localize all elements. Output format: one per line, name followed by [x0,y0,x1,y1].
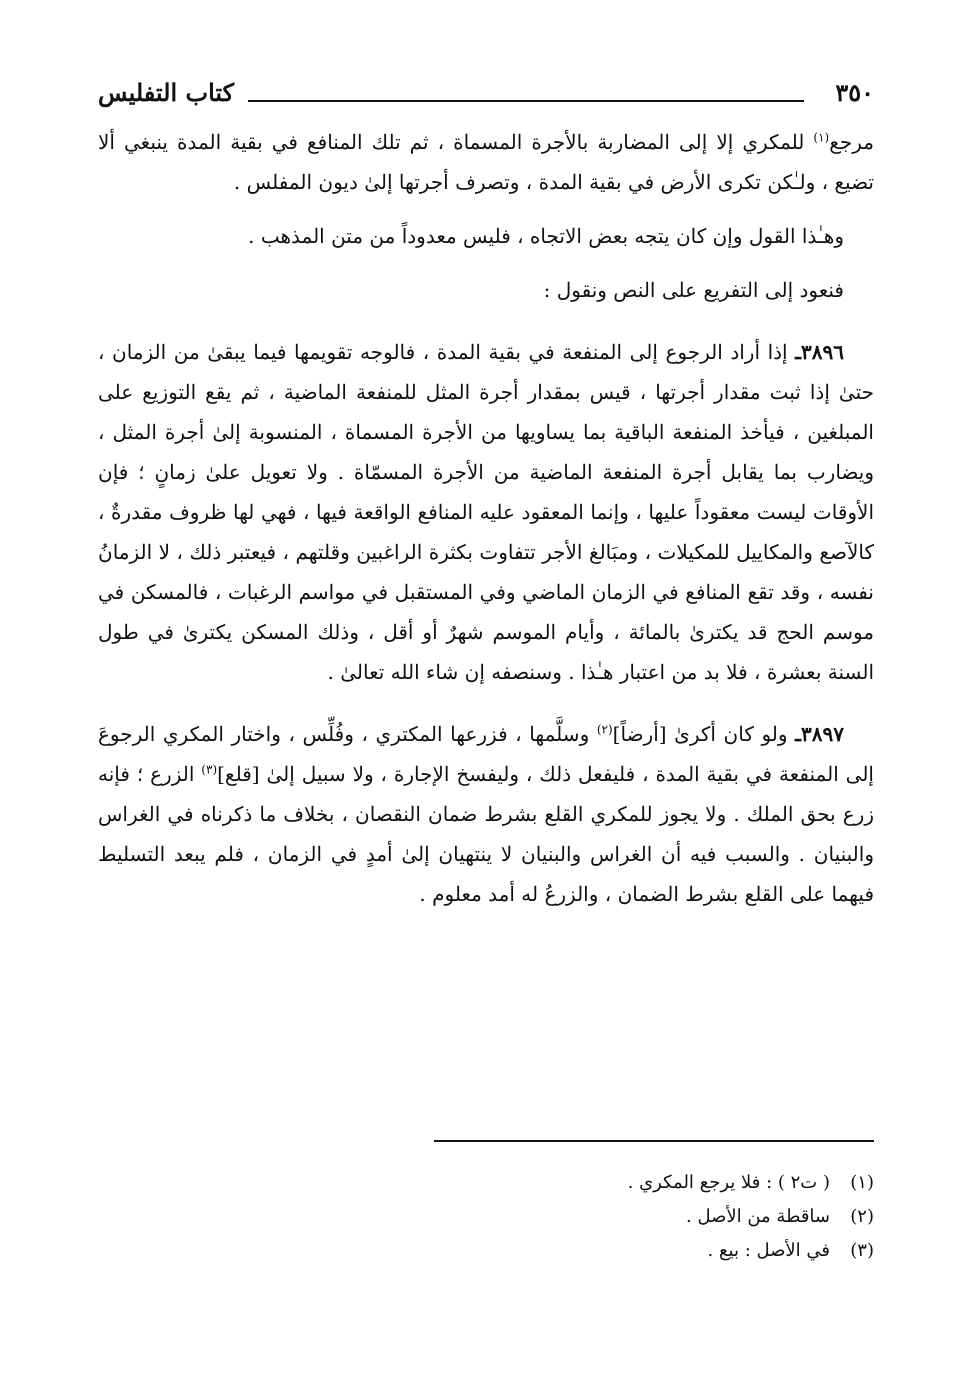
footnotes [374,1166,874,1268]
footnote-number: (١) [850,1172,874,1193]
footnote-ref: (٢) [596,722,613,737]
numbered-paragraph [98,714,874,914]
paragraph-text: ولو كان أكرىٰ [أرضاً] [612,722,796,746]
footnote [374,1234,874,1268]
paragraph-text: الزرع ؛ فإنه زرع بحق الملك . ولا يجوز للمكري القلع بشرط ضمان النقصان ، بخلاف ما ذكرناه في الغراس والبنيان . والسبب فيه أن الغراس والبنيان لا ينتهيان إلىٰ أمدٍ في الزمان ، فلم يبعد التسليط فيهما على القلع بشرط الضمان ، والزرعُ له أمد معلوم . [98,762,874,906]
paragraph-text: وسلَّمها ، فزرعها المكتري ، وفُلِّس ، واختار المكري الرجوعَ إلى المنفعة في بقية المدة ، فليفعل ذلك ، وليفسخ الإجارة ، ولا سبيل إلىٰ [قلع] [98,722,874,786]
header-rule [248,100,804,102]
footnote-text: ساقطة من الأصل . [686,1206,830,1227]
paragraph-text: مرجع [829,130,874,154]
page-number: ٣٥٠ [835,78,874,107]
footnote-number: (٣) [850,1240,874,1261]
footnote-ref: (٣) [201,762,218,777]
paragraph: فنعود إلى التفريع على النص ونقول : [543,278,844,302]
book-title: كتاب التفليس [98,78,235,107]
footnote [374,1200,874,1234]
paragraph-number: ٣٨٩٧ـ [795,722,844,746]
footnote [374,1166,874,1200]
running-header [98,78,874,118]
paragraph: وهـٰذا القول وإن كان يتجه بعض الاتجاه ، فليس معدوداً من متن المذهب . [248,224,844,248]
paragraph-continuation [98,122,874,202]
footnote-rule [434,1140,874,1142]
paragraph-number: ٣٨٩٦ـ [795,340,844,364]
footnote-text: في الأصل : بيع . [707,1240,830,1261]
footnote-text: ( ت٢ ) : فلا يرجع المكري . [627,1172,830,1193]
main-text [98,122,874,928]
footnote-number: (٢) [850,1206,874,1227]
footnote-ref: (١) [813,130,830,145]
paragraph-text: إذا أراد الرجوع إلى المنفعة في بقية المدة ، فالوجه تقويمها فيما يبقىٰ من الزمان ، حتىٰ إذا ثبت مقدار أجرتها ، قيس بمقدار أجرة المثل للمنفعة الماضية ، ثم يقع التوزيع على المبلغين ، فيأخذ المنفعة الباقية بما يساويها من الأجرة المسماة ، المنسوبة إلىٰ أجرة المثل ، ويضارب بما يقابل أجرة المنفعة الماضية من الأجرة المسمّاة . ولا تعويل علىٰ زمانٍ ؛ فإن الأوقات ليست معقوداً عليها ، وإنما المعقود عليه المنافع الواقعة فيها ، فهي لها ظروف مقدرةٌ ، كالآصع والمكاييل للمكيلات ، ومبَالغ الأجر تتفاوت بكثرة الراغبين وقلتهم ، فيعتبر ذلك ، لا الزمانُ نفسه ، وقد تقع المنافع في الزمان الماضي وفي المستقبل في مواسم الرغبات ، فالمسكن في موسم الحج قد يكترىٰ بالمائة ، وأيام الموسم شهرٌ أو أقل ، وذلك المسكن يكترىٰ في طول السنة بعشرة ، فلا بد من اعتبار هـٰذا . وسنصفه إن شاء الله تعالىٰ . [98,340,874,684]
paragraph-text: للمكري إلا إلى المضاربة بالأجرة المسماة ، ثم تلك المنافع في بقية المدة ينبغي ألا تضيع ، ولـٰكن تكرى الأرض في بقية المدة ، وتصرف أجرتها إلىٰ ديون المفلس . [98,130,874,194]
numbered-paragraph [98,332,874,692]
